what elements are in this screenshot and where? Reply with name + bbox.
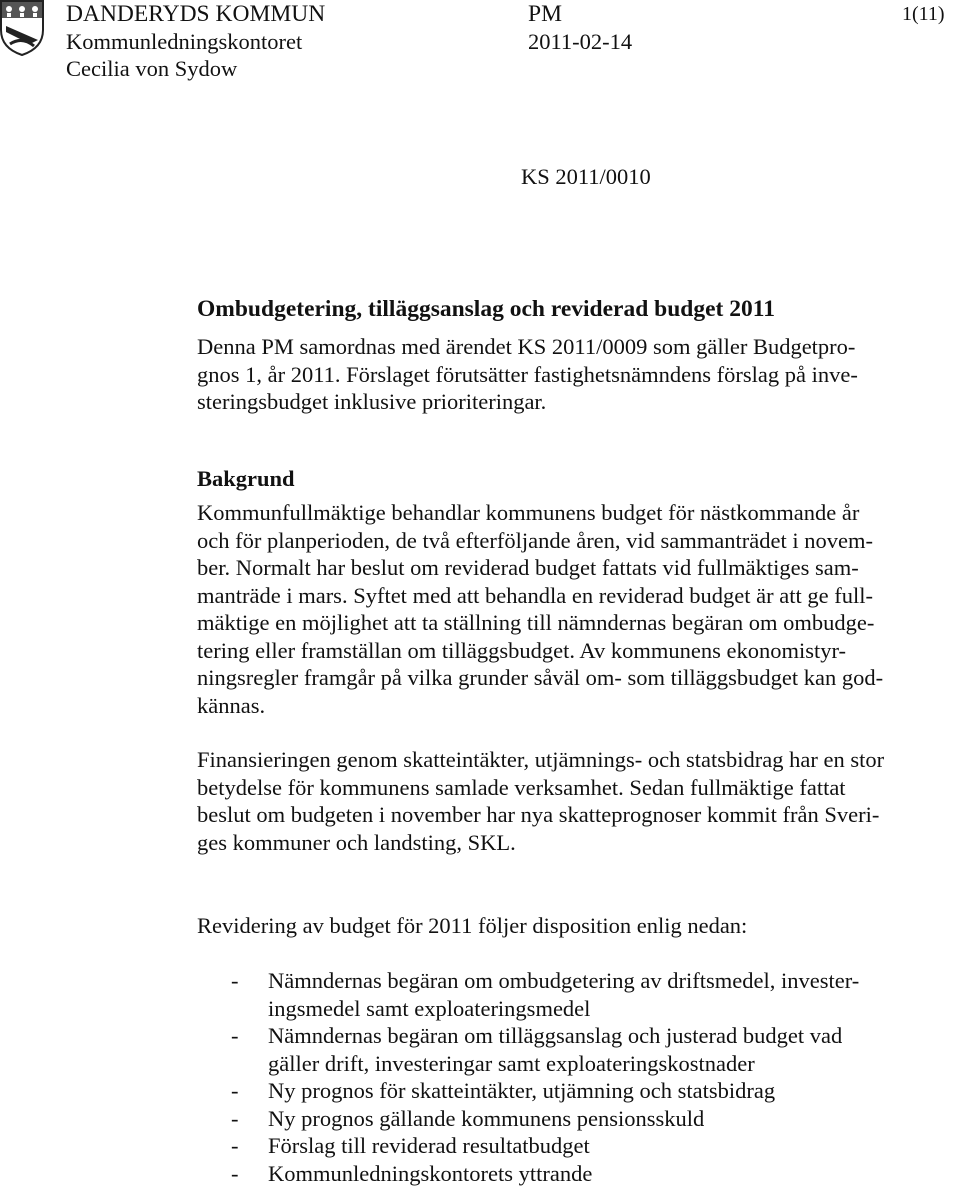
organization-name: DANDERYDS KOMMUN (66, 1, 326, 27)
list-item-line: Ny prognos gällande kommunens pensionsskuld (268, 1105, 705, 1131)
list-dash: - (231, 968, 239, 993)
list-item-line: Nämndernas begäran om tilläggsanslag och justerad budget vad (268, 1023, 843, 1048)
section-heading-background: Bakgrund (197, 466, 295, 491)
list-dash: - (231, 1133, 239, 1158)
financing-paragraph (197, 746, 932, 856)
paragraph-line: gnos 1, år 2011. Förslaget förutsätter fastighetsnämndens förslag på inve- (197, 361, 858, 387)
background-paragraph (197, 499, 932, 719)
document-date: 2011-02-14 (528, 29, 633, 54)
list-item-line: gäller drift, investeringar samt exploateringskostnader (268, 1050, 755, 1076)
list-item (231, 1132, 859, 1160)
revision-list (231, 967, 859, 1187)
revision-intro (197, 912, 932, 940)
list-dash: - (231, 1078, 239, 1103)
document-title: Ombudgetering, tilläggsanslag och reviderad budget 2011 (197, 296, 775, 322)
list-item-line: Nämndernas begäran om ombudgetering av driftsmedel, invester- (268, 968, 860, 993)
paragraph-line: kännas. (197, 692, 266, 718)
list-item-line: Förslag till reviderad resultatbudget (268, 1133, 590, 1158)
page-number: 1(11) (902, 3, 945, 25)
list-item (231, 1160, 859, 1188)
paragraph-line: Denna PM samordnas med ärendet KS 2011/0009 som gäller Budgetpro- (197, 334, 856, 359)
paragraph-line: betydelse för kommunens samlade verksamhet. Sedan fullmäktige fattat (197, 774, 846, 800)
paragraph-line: Kommunfullmäktige behandlar kommunens budget för nästkommande år (197, 500, 860, 525)
list-item (231, 1022, 859, 1077)
author-name: Cecilia von Sydow (66, 56, 238, 81)
paragraph-line: Revidering av budget för 2011 följer disposition enlig nedan: (197, 913, 748, 938)
department-name: Kommunledningskontoret (66, 29, 303, 54)
list-item (231, 1077, 859, 1105)
list-dash: - (231, 1023, 239, 1048)
list-item (231, 1105, 859, 1133)
list-dash: - (231, 1105, 239, 1131)
intro-paragraph (197, 333, 932, 416)
paragraph-line: mäktige en möjlighet att ta ställning till nämndernas begäran om ombudge- (197, 610, 875, 635)
paragraph-line: ber. Normalt har beslut om reviderad budget fattats vid fullmäktiges sam- (197, 555, 859, 580)
paragraph-line: Finansieringen genom skatteintäkter, utjämnings- och statsbidrag har en stor (197, 747, 885, 772)
paragraph-line: ges kommuner och landsting, SKL. (197, 829, 516, 855)
paragraph-line: tering eller framställan om tilläggsbudget. Av kommunens ekonomistyr- (197, 637, 847, 663)
list-item-line: Kommunledningskontorets yttrande (268, 1160, 593, 1186)
list-item (231, 967, 859, 1022)
coat-of-arms-logo (0, 0, 44, 56)
paragraph-line: manträde i mars. Syftet med att behandla en reviderad budget är att ge full- (197, 582, 873, 608)
paragraph-line: beslut om budgeten i november har nya skatteprognoser kommit från Sveri- (197, 802, 880, 827)
list-item-line: Ny prognos för skatteintäkter, utjämning och statsbidrag (268, 1078, 776, 1103)
case-reference: KS 2011/0010 (521, 164, 651, 189)
paragraph-line: och för planperioden, de två efterföljande åren, vid sammanträdet i novem- (197, 527, 873, 553)
document-type: PM (528, 1, 562, 27)
paragraph-line: ningsregler framgår på vilka grunder såväl om- som tilläggsbudget kan god- (197, 665, 884, 690)
list-item-line: ingsmedel samt exploateringsmedel (268, 995, 591, 1021)
paragraph-line: steringsbudget inklusive prioriteringar. (197, 389, 547, 414)
list-dash: - (231, 1160, 239, 1186)
